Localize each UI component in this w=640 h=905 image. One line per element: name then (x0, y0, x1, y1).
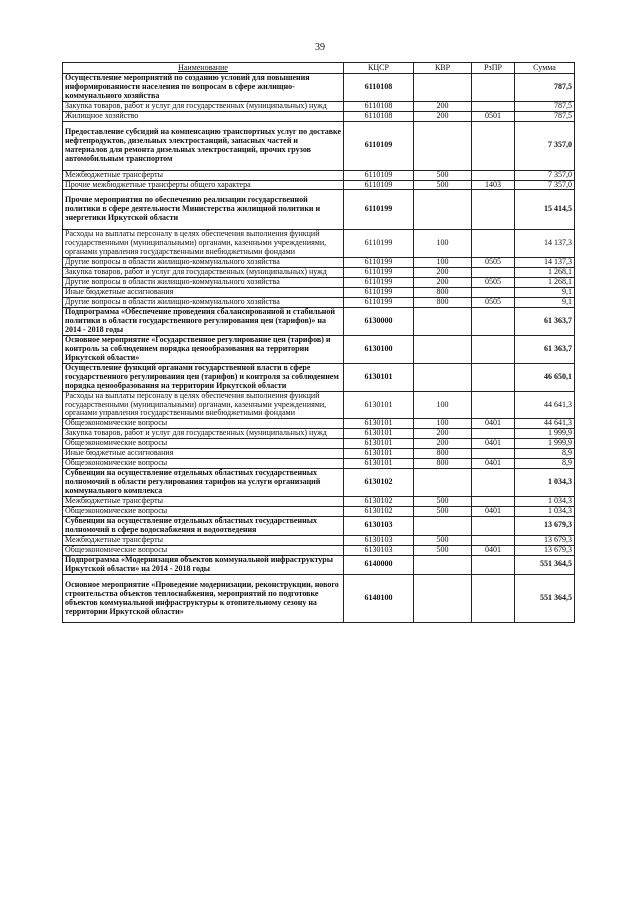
cell-sum: 13 679,3 (515, 545, 575, 555)
cell-rzpr (472, 449, 515, 459)
cell-kvr: 800 (414, 449, 472, 459)
table-row (63, 419, 575, 429)
cell-rzpr (472, 268, 515, 278)
table-row (63, 469, 575, 497)
cell-name: Прочие мероприятия по обеспечению реализации государственной политики в сфере деятельности Министерства жилищной политики и энергетики Иркутской области (63, 190, 344, 230)
cell-rzpr (472, 101, 515, 111)
cell-rzpr (472, 555, 515, 574)
cell-kcsr: 6110199 (344, 230, 414, 258)
cell-name: Общеэкономические вопросы (63, 439, 344, 449)
cell-kvr: 100 (414, 391, 472, 419)
table-row (63, 121, 575, 170)
table-row (63, 74, 575, 102)
cell-sum: 1 999,9 (515, 429, 575, 439)
cell-kvr: 200 (414, 429, 472, 439)
cell-kcsr: 6130103 (344, 516, 414, 535)
cell-rzpr (472, 574, 515, 623)
cell-kvr: 200 (414, 111, 472, 121)
cell-kvr: 500 (414, 180, 472, 190)
cell-name: Общеэкономические вопросы (63, 459, 344, 469)
cell-name: Подпрограмма «Обеспечение проведения сбалансированной и стабильной политики в области государственного регулирования цен (тарифов)» на 2014 - 2018 годы (63, 307, 344, 335)
cell-kvr (414, 516, 472, 535)
cell-sum: 13 679,3 (515, 535, 575, 545)
cell-kvr (414, 574, 472, 623)
column-header-kvr: КВР (414, 63, 472, 74)
cell-rzpr: 0505 (472, 278, 515, 288)
cell-name: Межбюджетные трансферты (63, 497, 344, 507)
cell-kvr: 500 (414, 497, 472, 507)
page-number: 39 (315, 42, 325, 53)
cell-sum: 14 137,3 (515, 258, 575, 268)
cell-rzpr (472, 190, 515, 230)
cell-rzpr (472, 288, 515, 298)
cell-sum: 8,9 (515, 459, 575, 469)
cell-sum: 551 364,5 (515, 574, 575, 623)
table-row (63, 335, 575, 363)
cell-kvr: 200 (414, 268, 472, 278)
cell-name: Основное мероприятие «Проведение модернизации, реконструкции, нового строительства объектов теплоснабжения, мероприятий по подготовке объектов коммунальной инфраструктуры к отопительному сезону на территории Иркутской области» (63, 574, 344, 623)
cell-kvr (414, 555, 472, 574)
cell-rzpr: 0505 (472, 258, 515, 268)
cell-sum: 7 357,0 (515, 180, 575, 190)
cell-rzpr (472, 170, 515, 180)
cell-name: Прочие межбюджетные трансферты общего характера (63, 180, 344, 190)
cell-name: Другие вопросы в области жилищно-коммунального хозяйства (63, 258, 344, 268)
cell-sum: 551 364,5 (515, 555, 575, 574)
cell-kcsr: 6130101 (344, 363, 414, 391)
cell-kvr (414, 307, 472, 335)
cell-sum: 46 650,1 (515, 363, 575, 391)
table-row (63, 429, 575, 439)
table-row (63, 555, 575, 574)
cell-sum: 1 268,1 (515, 268, 575, 278)
cell-kvr: 200 (414, 278, 472, 288)
table-row (63, 101, 575, 111)
cell-kcsr: 6130101 (344, 391, 414, 419)
cell-rzpr (472, 74, 515, 102)
cell-kcsr: 6110108 (344, 74, 414, 102)
column-header-name: Наименование (63, 63, 344, 74)
table-row (63, 391, 575, 419)
cell-kvr (414, 74, 472, 102)
cell-sum: 14 137,3 (515, 230, 575, 258)
cell-sum: 1 034,3 (515, 497, 575, 507)
cell-sum: 787,5 (515, 101, 575, 111)
cell-name: Предоставление субсидий на компенсацию транспортных услуг по доставке нефтепродуктов, дизельных электростанций, запасных частей и материалов для ремонта дизельных электростанций, прочих грузов автомобильным транспортом (63, 121, 344, 170)
cell-sum: 1 268,1 (515, 278, 575, 288)
cell-sum: 8,9 (515, 449, 575, 459)
column-header-sum: Сумма (515, 63, 575, 74)
cell-name: Межбюджетные трансферты (63, 170, 344, 180)
cell-name: Субвенции на осуществление отдельных областных государственных полномочий в сфере водоснабжения и водоотведения (63, 516, 344, 535)
cell-kcsr: 6130102 (344, 506, 414, 516)
cell-kcsr: 6110199 (344, 298, 414, 308)
table-row (63, 111, 575, 121)
cell-name: Подпрограмма «Модернизация объектов коммунальной инфраструктуры Иркутской области» на 2014 - 2018 годы (63, 555, 344, 574)
cell-name: Другие вопросы в области жилищно-коммунального хозяйства (63, 278, 344, 288)
cell-kcsr: 6140000 (344, 555, 414, 574)
table-row (63, 288, 575, 298)
cell-kcsr: 6110199 (344, 268, 414, 278)
cell-kvr (414, 190, 472, 230)
cell-sum: 1 034,3 (515, 506, 575, 516)
table-row (63, 307, 575, 335)
cell-kcsr: 6130103 (344, 545, 414, 555)
cell-kvr: 500 (414, 545, 472, 555)
cell-sum: 61 363,7 (515, 307, 575, 335)
cell-rzpr: 0401 (472, 419, 515, 429)
cell-sum: 13 679,3 (515, 516, 575, 535)
column-header-kcsr: КЦСР (344, 63, 414, 74)
cell-sum: 44 641,3 (515, 419, 575, 429)
cell-kcsr: 6130101 (344, 419, 414, 429)
cell-name: Иные бюджетные ассигнования (63, 449, 344, 459)
cell-sum: 44 641,3 (515, 391, 575, 419)
cell-rzpr (472, 230, 515, 258)
cell-kvr: 100 (414, 419, 472, 429)
table-row (63, 535, 575, 545)
cell-name: Расходы на выплаты персоналу в целях обеспечения выполнения функций государственными (муниципальными) органами, казенными учреждениями, органами управления государственными внебюджетными фондами (63, 230, 344, 258)
cell-kcsr: 6110199 (344, 190, 414, 230)
cell-kcsr: 6130102 (344, 497, 414, 507)
cell-kcsr: 6110108 (344, 111, 414, 121)
table-row (63, 506, 575, 516)
cell-kcsr: 6110199 (344, 288, 414, 298)
cell-name: Межбюджетные трансферты (63, 535, 344, 545)
cell-kcsr: 6130103 (344, 535, 414, 545)
cell-rzpr (472, 391, 515, 419)
table-row (63, 363, 575, 391)
cell-rzpr: 1403 (472, 180, 515, 190)
table-body (63, 74, 575, 623)
cell-kcsr: 6130000 (344, 307, 414, 335)
cell-kvr: 800 (414, 459, 472, 469)
cell-sum: 7 357,0 (515, 170, 575, 180)
cell-kvr: 500 (414, 170, 472, 180)
cell-rzpr (472, 429, 515, 439)
cell-kvr: 800 (414, 298, 472, 308)
cell-sum: 787,5 (515, 111, 575, 121)
table-row (63, 449, 575, 459)
cell-kvr (414, 469, 472, 497)
cell-rzpr (472, 363, 515, 391)
table-row (63, 170, 575, 180)
cell-rzpr: 0505 (472, 298, 515, 308)
budget-table (62, 62, 575, 623)
cell-kcsr: 6110199 (344, 278, 414, 288)
cell-kcsr: 6140100 (344, 574, 414, 623)
cell-name: Общеэкономические вопросы (63, 545, 344, 555)
cell-name: Другие вопросы в области жилищно-коммунального хозяйства (63, 298, 344, 308)
cell-rzpr: 0501 (472, 111, 515, 121)
cell-kvr: 500 (414, 506, 472, 516)
cell-sum: 15 414,5 (515, 190, 575, 230)
cell-name: Закупка товаров, работ и услуг для государственных (муниципальных) нужд (63, 429, 344, 439)
cell-name: Общеэкономические вопросы (63, 506, 344, 516)
table-header (63, 63, 575, 74)
table-row (63, 298, 575, 308)
table-row (63, 516, 575, 535)
cell-kvr: 200 (414, 101, 472, 111)
cell-kvr: 100 (414, 230, 472, 258)
cell-kvr (414, 335, 472, 363)
cell-name: Основное мероприятие «Государственное регулирование цен (тарифов) и контроль за соблюдением порядка ценообразования на территории Иркутской области» (63, 335, 344, 363)
cell-sum: 9,1 (515, 288, 575, 298)
table-row (63, 439, 575, 449)
cell-name: Общеэкономические вопросы (63, 419, 344, 429)
cell-name: Закупка товаров, работ и услуг для государственных (муниципальных) нужд (63, 268, 344, 278)
cell-kcsr: 6130100 (344, 335, 414, 363)
column-header-rzpr: РзПР (472, 63, 515, 74)
cell-kcsr: 6110109 (344, 121, 414, 170)
cell-rzpr (472, 535, 515, 545)
cell-rzpr (472, 516, 515, 535)
cell-kcsr: 6110199 (344, 258, 414, 268)
cell-rzpr (472, 469, 515, 497)
cell-kcsr: 6130101 (344, 429, 414, 439)
cell-kcsr: 6110108 (344, 101, 414, 111)
cell-name: Иные бюджетные ассигнования (63, 288, 344, 298)
cell-rzpr (472, 497, 515, 507)
cell-sum: 7 357,0 (515, 121, 575, 170)
cell-rzpr: 0401 (472, 545, 515, 555)
table-row (63, 459, 575, 469)
table-row (63, 180, 575, 190)
cell-name: Расходы на выплаты персоналу в целях обеспечения выполнения функций государственными (муниципальными) органами, казенными учреждениями, органами управления государственными внебюджетными фондами (63, 391, 344, 419)
cell-rzpr (472, 335, 515, 363)
cell-kcsr: 6110109 (344, 170, 414, 180)
cell-name: Жилищное хозяйство (63, 111, 344, 121)
table-row (63, 278, 575, 288)
cell-kcsr: 6130101 (344, 439, 414, 449)
cell-kvr: 100 (414, 258, 472, 268)
cell-kcsr: 6130102 (344, 469, 414, 497)
cell-sum: 787,5 (515, 74, 575, 102)
table-row (63, 258, 575, 268)
cell-kcsr: 6110109 (344, 180, 414, 190)
cell-rzpr (472, 307, 515, 335)
cell-kvr (414, 121, 472, 170)
cell-sum: 61 363,7 (515, 335, 575, 363)
cell-rzpr: 0401 (472, 459, 515, 469)
cell-sum: 1 999,9 (515, 439, 575, 449)
cell-name: Субвенции на осуществление отдельных областных государственных полномочий в области регулирования тарифов на услуги организаций коммунального комплекса (63, 469, 344, 497)
table-row (63, 268, 575, 278)
table-row (63, 545, 575, 555)
cell-kvr: 200 (414, 439, 472, 449)
table-row (63, 574, 575, 623)
cell-rzpr: 0401 (472, 439, 515, 449)
cell-kcsr: 6130101 (344, 459, 414, 469)
table-row (63, 230, 575, 258)
table-row (63, 497, 575, 507)
cell-rzpr: 0401 (472, 506, 515, 516)
cell-kvr (414, 363, 472, 391)
cell-kcsr: 6130101 (344, 449, 414, 459)
cell-kvr: 800 (414, 288, 472, 298)
cell-rzpr (472, 121, 515, 170)
cell-sum: 9,1 (515, 298, 575, 308)
cell-name: Закупка товаров, работ и услуг для государственных (муниципальных) нужд (63, 101, 344, 111)
table-row (63, 190, 575, 230)
cell-kvr: 500 (414, 535, 472, 545)
cell-sum: 1 034,3 (515, 469, 575, 497)
cell-name: Осуществление мероприятий по созданию условий для повышения информированности населения по вопросам в сфере жилищно-коммунального хозяйства (63, 74, 344, 102)
cell-name: Осуществление функций органами государственной власти в сфере государственного регулирования цен (тарифов) и контроля за соблюдением порядка ценообразования на территории Иркутской области (63, 363, 344, 391)
